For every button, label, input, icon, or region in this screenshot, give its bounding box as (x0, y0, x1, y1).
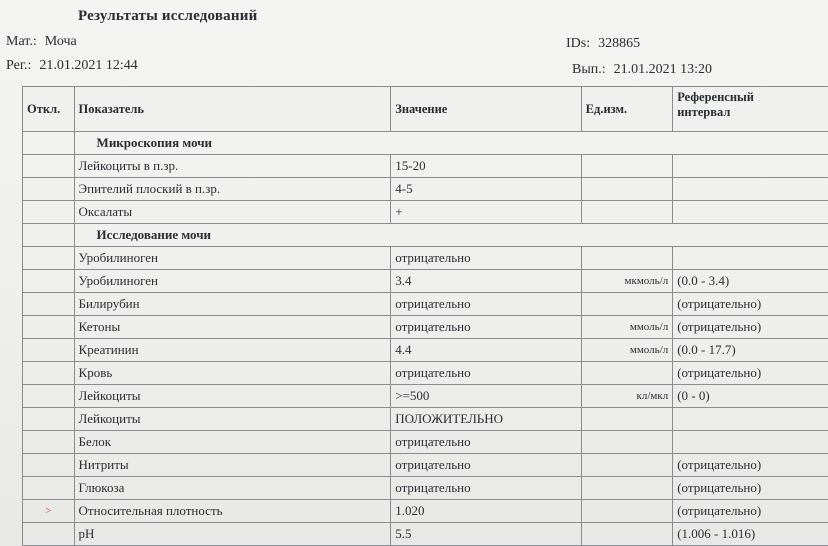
section-title: Исследование мочи (74, 224, 828, 247)
row-value: + (391, 201, 581, 224)
row-unit (581, 178, 673, 201)
row-indicator: Оксалаты (74, 201, 391, 224)
row-indicator: Кетоны (74, 316, 391, 339)
report-title: Результаты исследований (78, 8, 258, 24)
material-line (6, 34, 77, 50)
section-row (23, 132, 828, 155)
row-value: отрицательно (391, 477, 581, 500)
table-row (23, 316, 828, 339)
reg-label: Рег.: (6, 58, 32, 73)
row-flag (23, 523, 75, 546)
section-row (23, 224, 828, 247)
row-unit (581, 408, 673, 431)
ids-value: 328865 (598, 36, 641, 51)
row-indicator: Относительная плотность (74, 500, 391, 523)
table-row (23, 339, 828, 362)
row-flag (23, 293, 75, 316)
done-value: 21.01.2021 13:20 (613, 62, 713, 77)
row-reference (673, 431, 828, 454)
table-row (23, 178, 828, 201)
row-indicator: Уробилиноген (74, 270, 391, 293)
row-unit (581, 293, 673, 316)
row-reference (673, 178, 828, 201)
row-flag (23, 270, 75, 293)
row-unit (581, 201, 673, 224)
row-indicator: Глюкоза (74, 477, 391, 500)
table-row (23, 201, 828, 224)
row-value: отрицательно (391, 431, 581, 454)
col-unit-header: Ед.изм. (581, 87, 673, 132)
row-unit (581, 477, 673, 500)
results-table (22, 86, 828, 546)
row-reference (673, 408, 828, 431)
table-row (23, 385, 828, 408)
col-reference-header (673, 87, 828, 132)
row-flag (23, 178, 75, 201)
material-label: Мат.: (6, 34, 37, 49)
table-row (23, 454, 828, 477)
table-row (23, 362, 828, 385)
table-header-row (23, 87, 828, 132)
col-flag-header: Откл. (23, 87, 75, 132)
row-flag (23, 362, 75, 385)
reg-line (6, 58, 138, 74)
row-reference (673, 155, 828, 178)
row-indicator: pH (74, 523, 391, 546)
row-flag (23, 201, 75, 224)
section-title: Микроскопия мочи (74, 132, 828, 155)
row-value: 5.5 (391, 523, 581, 546)
table-row (23, 155, 828, 178)
row-indicator: Лейкоциты в п.зр. (74, 155, 391, 178)
row-value: отрицательно (391, 293, 581, 316)
row-flag (23, 477, 75, 500)
row-indicator: Креатинин (74, 339, 391, 362)
row-unit (581, 155, 673, 178)
row-flag (23, 431, 75, 454)
section-flag-cell (23, 224, 75, 247)
row-indicator: Кровь (74, 362, 391, 385)
row-value: 4.4 (391, 339, 581, 362)
row-indicator: Уробилиноген (74, 247, 391, 270)
row-reference: (отрицательно) (673, 477, 828, 500)
row-value: отрицательно (391, 247, 581, 270)
material-value: Моча (44, 34, 77, 49)
col-value-header: Значение (391, 87, 581, 132)
done-label: Вып.: (572, 62, 606, 77)
ids-label: IDs: (566, 36, 591, 51)
reg-value: 21.01.2021 12:44 (39, 58, 138, 73)
ids-line (566, 36, 640, 52)
row-flag (23, 339, 75, 362)
reference-header-line2: интервал (677, 105, 731, 119)
row-flag (23, 316, 75, 339)
row-unit: мкмоль/л (581, 270, 673, 293)
row-value: 3.4 (391, 270, 581, 293)
row-unit: ммоль/л (581, 339, 673, 362)
table-row (23, 523, 828, 546)
row-reference: (отрицательно) (673, 316, 828, 339)
table-row (23, 247, 828, 270)
row-unit (581, 523, 673, 546)
results-body (23, 132, 828, 546)
row-reference: (отрицательно) (673, 362, 828, 385)
row-value: отрицательно (391, 362, 581, 385)
section-flag-cell (23, 132, 75, 155)
row-indicator: Белок (74, 431, 391, 454)
row-unit (581, 362, 673, 385)
row-unit: кл/мкл (581, 385, 673, 408)
row-reference: (0.0 - 3.4) (673, 270, 828, 293)
row-reference: (0 - 0) (673, 385, 828, 408)
row-flag: > (23, 500, 75, 523)
row-value: отрицательно (391, 454, 581, 477)
table-row (23, 270, 828, 293)
row-reference: (отрицательно) (673, 500, 828, 523)
row-value: ПОЛОЖИТЕЛЬНО (391, 408, 581, 431)
row-unit: ммоль/л (581, 316, 673, 339)
row-unit (581, 247, 673, 270)
row-value: 15-20 (391, 155, 581, 178)
row-indicator: Лейкоциты (74, 408, 391, 431)
row-indicator: Билирубин (74, 293, 391, 316)
table-row (23, 477, 828, 500)
row-value: >=500 (391, 385, 581, 408)
row-reference: (0.0 - 17.7) (673, 339, 828, 362)
row-flag (23, 408, 75, 431)
row-value: отрицательно (391, 316, 581, 339)
col-indicator-header: Показатель (74, 87, 391, 132)
table-row (23, 293, 828, 316)
done-line (572, 62, 712, 78)
row-reference: (отрицательно) (673, 454, 828, 477)
row-reference (673, 247, 828, 270)
row-flag (23, 155, 75, 178)
row-unit (581, 431, 673, 454)
row-flag (23, 385, 75, 408)
row-unit (581, 454, 673, 477)
row-indicator: Нитриты (74, 454, 391, 477)
row-indicator: Лейкоциты (74, 385, 391, 408)
table-row (23, 431, 828, 454)
row-unit (581, 500, 673, 523)
row-reference: (1.006 - 1.016) (673, 523, 828, 546)
reference-header-line1: Референсный (677, 90, 754, 104)
row-flag (23, 454, 75, 477)
row-value: 4-5 (391, 178, 581, 201)
row-indicator: Эпителий плоский в п.зр. (74, 178, 391, 201)
row-reference (673, 201, 828, 224)
row-flag (23, 247, 75, 270)
row-value: 1.020 (391, 500, 581, 523)
table-row (23, 500, 828, 523)
table-row (23, 408, 828, 431)
row-reference: (отрицательно) (673, 293, 828, 316)
